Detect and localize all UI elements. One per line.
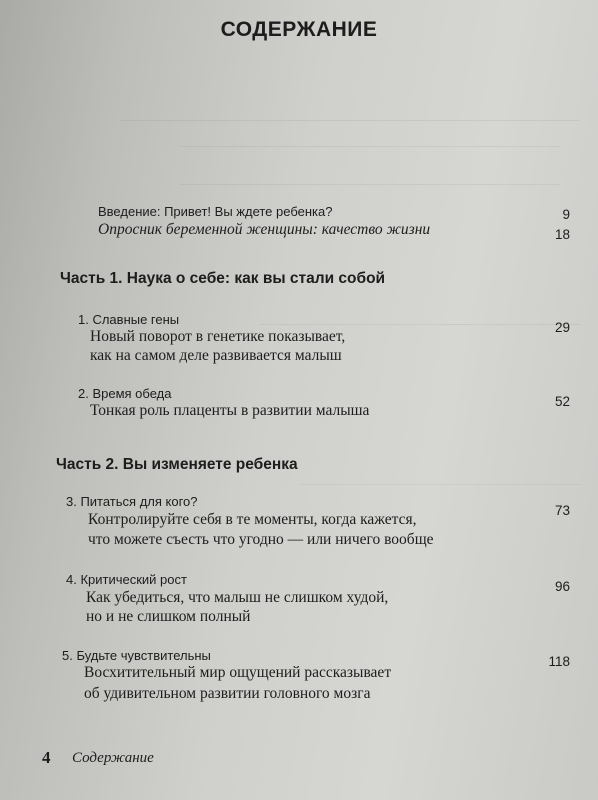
page-title: СОДЕРЖАНИЕ (220, 18, 378, 41)
intro-subtitle: Опросник беременной женщины: качество жизни (98, 221, 431, 238)
chapter-page-number: 29 (554, 320, 570, 335)
intro-page-number: 9 (562, 207, 570, 222)
part-heading: Часть 2. Вы изменяете ребенка (56, 456, 298, 473)
chapter-page-number: 73 (554, 503, 570, 518)
chapter-label: 4. Критический рост (66, 572, 187, 587)
intro-subtitle-page-number: 18 (554, 227, 570, 242)
show-through-line (300, 460, 580, 485)
chapter-label: 1. Славные гены (78, 312, 180, 327)
chapter-label: 3. Питаться для кого? (66, 494, 198, 509)
chapter-description-line: но и не слишком полный (86, 608, 251, 625)
chapter-description-line: Восхитительный мир ощущений рассказывает (84, 664, 392, 681)
chapter-description-line: об удивительном развитии головного мозга (84, 685, 371, 702)
chapter-label: 5. Будьте чувствительны (62, 648, 211, 663)
chapter-label: 2. Время обеда (78, 386, 172, 401)
show-through-line (180, 122, 560, 147)
chapter-description-line: Как убедиться, что малыш не слишком худой, (86, 589, 389, 606)
chapter-page-number: 118 (548, 654, 570, 669)
footer-section-title: Содержание (72, 750, 154, 766)
show-through-line (180, 160, 560, 185)
chapter-description-line: Контролируйте себя в те моменты, когда кажется, (88, 511, 417, 528)
chapter-description-line: Тонкая роль плаценты в развитии малыша (90, 402, 370, 419)
chapter-description-line: как на самом деле развивается малыш (90, 347, 342, 364)
intro-label: Введение: Привет! Вы ждете ребенка? (98, 204, 333, 219)
footer-page-number: 4 (42, 748, 51, 767)
chapter-page-number: 96 (554, 579, 570, 594)
chapter-description-line: что можете съесть что угодно — или ничего вообще (88, 531, 434, 548)
chapter-description-line: Новый поворот в генетике показывает, (90, 328, 346, 345)
chapter-page-number: 52 (554, 394, 570, 409)
part-heading: Часть 1. Наука о себе: как вы стали собой (60, 270, 386, 287)
show-through-line (120, 96, 580, 121)
